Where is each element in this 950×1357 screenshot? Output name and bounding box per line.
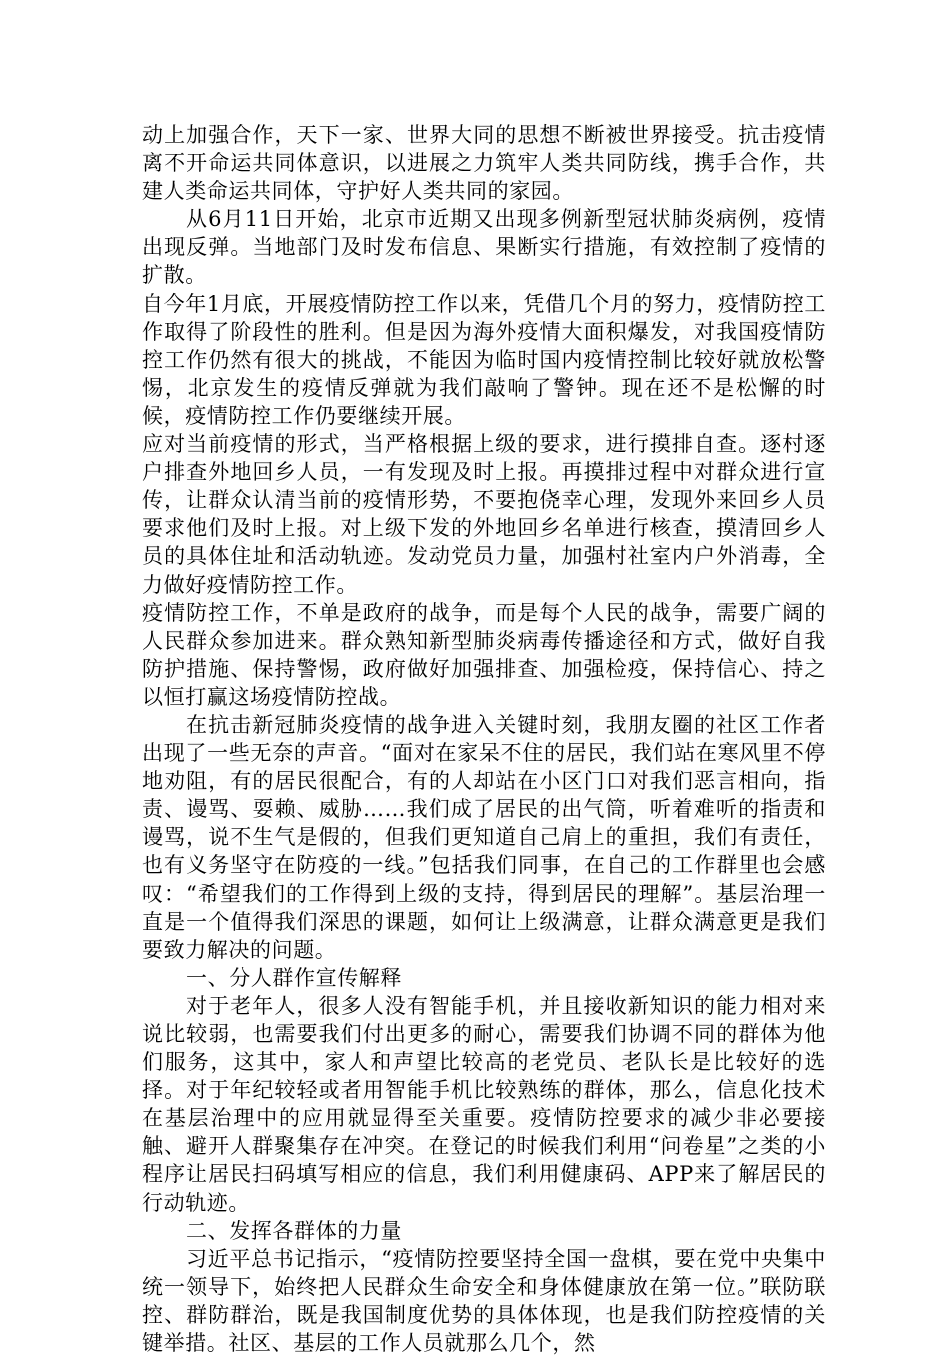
paragraph-2: 从6月11日开始，北京市近期又出现多例新型冠状肺炎病例，疫情出现反弹。当地部门及时发布信息、果断实行措施，有效控制了疫情的扩散。 bbox=[142, 207, 826, 288]
paragraph-5: 疫情防控工作，不单是政府的战争，而是每个人民的战争，需要广阔的人民群众参加进来。群众熟知新型肺炎病毒传播途径和方式，做好自我防护措施、保持警惕，政府做好加强排查、加强检疫，保持信心、持之以恒打赢这场疫情防控战。 bbox=[142, 600, 826, 709]
paragraph-8: 习近平总书记指示，“疫情防控要坚持全国一盘棋，要在党中央集中统一领导下，始终把人民群众生命安全和身体健康放在第一位。”联防联控、群防群治，既是我国制度优势的具体体现，也是我们防控疫情的关键举措。社区、基层的工作人员就那么几个，然 bbox=[142, 1246, 826, 1356]
paragraph-4: 应对当前疫情的形式，当严格根据上级的要求，进行摸排自查。逐村逐户排查外地回乡人员，一有发现及时上报。再摸排过程中对群众进行宣传，让群众认清当前的疫情形势，不要抱侥幸心理，发现外来回乡人员要求他们及时上报。对上级下发的外地回乡名单进行核查，摸清回乡人员的具体住址和活动轨迹。发动党员力量，加强村社室内户外消毒，全力做好疫情防控工作。 bbox=[142, 432, 826, 597]
section-heading-1: 一、分人群作宣传解释 bbox=[186, 965, 402, 990]
paragraph-6: 在抗击新冠肺炎疫情的战争进入关键时刻，我朋友圈的社区工作者出现了一些无奈的声音。“面对在家呆不住的居民，我们站在寒风里不停地劝阻，有的居民很配合，有的人却站在小区门口对我们恶言相向，指责、谩骂、耍赖、威胁……我们成了居民的出气筒，听着难听的指责和谩骂，说不生气是假的，但我们更知道自己肩上的重担，我们有责任，也有义务坚守在防疫的一线。”包括我们同事，在自己的工作群里也会感叹：“希望我们的工作得到上级的支持，得到居民的理解”。基层治理一直是一个值得我们深思的课题，如何让上级满意，让群众满意更是我们要致力解决的问题。 bbox=[142, 712, 826, 962]
document-body bbox=[142, 121, 826, 1357]
paragraph-7: 对于老年人，很多人没有智能手机，并且接收新知识的能力相对来说比较弱，也需要我们付出更多的耐心，需要我们协调不同的群体为他们服务，这其中，家人和声望比较高的老党员、老队长是比较好的选择。对于年纪较轻或者用智能手机比较熟练的群体，那么，信息化技术在基层治理中的应用就显得至关重要。疫情防控要求的减少非必要接触、避开人群聚集存在冲突。在登记的时候我们利用“问卷星”之类的小程序让居民扫码填写相应的信息，我们利用健康码、APP来了解居民的行动轨迹。 bbox=[142, 993, 826, 1215]
paragraph-1: 动上加强合作，天下一家、世界大同的思想不断被世界接受。抗击疫情离不开命运共同体意识，以进展之力筑牢人类共同防线，携手合作，共建人类命运共同体，守护好人类共同的家园。 bbox=[142, 123, 826, 204]
paragraph-3: 自今年1月底，开展疫情防控工作以来，凭借几个月的努力，疫情防控工作取得了阶段性的胜利。但是因为海外疫情大面积爆发，对我国疫情防控工作仍然有很大的挑战，不能因为临时国内疫情控制比较好就放松警惕，北京发生的疫情反弹就为我们敲响了警钟。现在还不是松懈的时候，疫情防控工作仍要继续开展。 bbox=[142, 291, 826, 428]
section-heading-2: 二、发挥各群体的力量 bbox=[186, 1218, 402, 1243]
